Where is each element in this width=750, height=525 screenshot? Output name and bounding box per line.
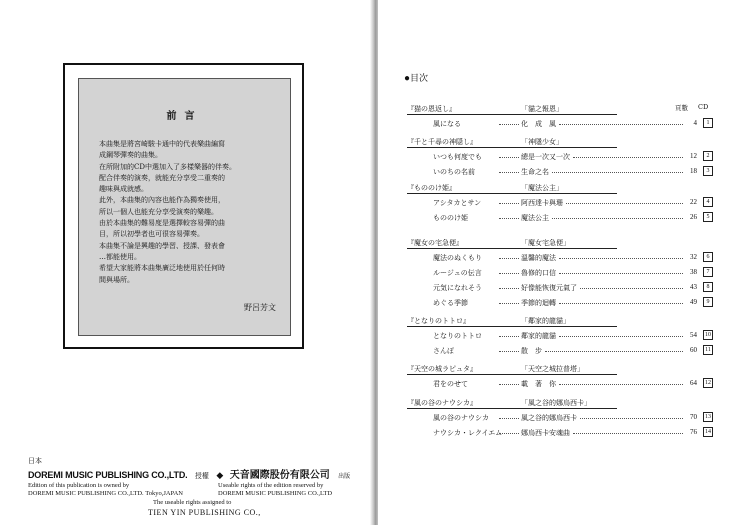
leader-dots	[499, 351, 519, 352]
group-title-jp: 『となりのトトロ』	[407, 317, 470, 325]
entry-title-zh: 魯修的口信	[521, 269, 556, 277]
toc-group	[407, 398, 735, 440]
entry-title-jp: アシタカとサン	[433, 199, 482, 207]
publisher-chuban: 出版	[338, 474, 351, 480]
owned-line-2: DOREMI MUSIC PUBLISHING CO.,LTD. Tokyo,JAPAN	[28, 490, 183, 497]
toc-group	[407, 137, 735, 179]
group-title-zh: 「魔法公主」	[521, 184, 563, 192]
entry-title-zh: 生命之名	[521, 168, 549, 176]
toc-entry	[407, 210, 735, 225]
toc-entry	[407, 376, 735, 391]
entry-title-zh: 鄰家的龍貓	[521, 332, 556, 340]
preface-line: …都能使用。	[99, 252, 141, 261]
cd-track-badge: 2	[703, 151, 713, 161]
preface-frame	[63, 63, 304, 349]
group-rule	[407, 374, 617, 375]
entry-title-zh: 載 著 你	[521, 380, 556, 388]
cd-track-badge: 7	[703, 267, 713, 277]
toc-entry	[407, 280, 735, 295]
toc-group-header	[407, 183, 735, 195]
entry-page: 38	[690, 268, 697, 276]
leader-dots	[559, 124, 683, 125]
leader-dots	[499, 218, 519, 219]
diamond-icon: ◆	[216, 470, 224, 480]
column-head-cd: CD	[698, 103, 709, 111]
leader-dots	[499, 288, 519, 289]
group-rule	[407, 326, 617, 327]
entry-title-jp: 魔法のぬくもり	[433, 254, 482, 262]
cd-track-badge: 8	[703, 282, 713, 292]
cd-track-badge: 5	[703, 212, 713, 222]
cd-track-badge: 10	[705, 332, 711, 338]
leader-dots	[566, 203, 683, 204]
leader-dots	[552, 218, 683, 219]
cd-track-badge: 1	[703, 118, 713, 128]
preface-line: 間與場所。	[99, 275, 134, 284]
preface-line: 在所附加的CD中選加入了多樣樂器的伴奏。	[99, 162, 236, 171]
toc-entry	[407, 328, 735, 343]
toc-entry	[407, 195, 735, 210]
leader-dots	[499, 124, 519, 125]
entry-title-zh: 季節的迴轉	[521, 299, 556, 307]
preface-line: 配合伴奏的演奏，就能充分享受二重奏的	[99, 173, 225, 182]
entry-title-zh: 阿西達卡與珊	[521, 199, 563, 207]
entry-page: 22	[690, 198, 697, 206]
leader-dots	[499, 258, 519, 259]
toc-entry	[407, 250, 735, 265]
toc-entry	[407, 149, 735, 164]
preface-line: 所以一個人也能充分享受演奏的樂趣。	[99, 207, 218, 216]
entry-title-zh: 好像能恢復元氣了	[521, 284, 577, 292]
leader-dots	[499, 418, 519, 419]
leader-dots	[499, 384, 519, 385]
leader-dots	[559, 258, 683, 259]
entry-page: 49	[690, 298, 697, 306]
group-title-zh: 「魔女宅急便」	[521, 239, 570, 247]
group-title-jp: 『千と千尋の神隠し』	[407, 138, 477, 146]
left-page	[0, 0, 372, 525]
leader-dots	[499, 203, 519, 204]
publisher-doremi: DOREMI MUSIC PUBLISHING CO.,LTD.	[28, 470, 188, 480]
toc-entry	[407, 425, 735, 440]
entry-page: 60	[690, 346, 697, 354]
assigned-line: The useable rights assigned to	[153, 499, 232, 506]
entry-page: 32	[690, 253, 697, 261]
entry-title-jp: 元気になれそう	[433, 284, 482, 292]
preface-line: 趣味與成就感。	[99, 185, 148, 194]
right-page	[378, 0, 750, 525]
entry-title-zh: 風之谷的娜烏西卡	[521, 414, 577, 422]
cd-track-badge: 13	[705, 414, 711, 420]
entry-page: 4	[693, 119, 697, 127]
entry-title-jp: 風の谷のナウシカ	[433, 414, 489, 422]
group-title-zh: 「鄰家的龍貓」	[521, 317, 570, 325]
preface-line: 希望大家能將本曲集廣泛地使用於任何時	[99, 264, 225, 273]
leader-dots	[559, 384, 683, 385]
leader-dots	[559, 273, 683, 274]
preface-panel	[78, 78, 291, 336]
leader-dots	[499, 172, 519, 173]
reserved-line-2: DOREMI MUSIC PUBLISHING CO.,LTD	[218, 490, 333, 497]
group-title-zh: 「風之谷的娜烏西卡」	[521, 399, 591, 407]
toc-entry	[407, 164, 735, 179]
preface-signature: 野呂芳文	[244, 303, 276, 312]
group-title-jp: 『天空の城ラピュタ』	[407, 365, 477, 373]
toc-group	[407, 183, 735, 225]
toc-group-header	[407, 137, 735, 149]
entry-page: 64	[690, 379, 697, 387]
leader-dots	[499, 273, 519, 274]
preface-line: 成鋼琴彈奏的曲集。	[99, 151, 162, 160]
entry-title-jp: いのちの名前	[433, 168, 475, 176]
group-rule	[407, 408, 617, 409]
group-title-jp: 『もののけ姫』	[407, 184, 456, 192]
group-title-jp: 『風の谷のナウシカ』	[407, 399, 477, 407]
publisher-authorized: 授權	[194, 473, 209, 480]
entry-title-jp: 風になる	[433, 120, 461, 128]
cd-track-badge: 9	[703, 297, 713, 307]
toc-group	[407, 316, 735, 358]
entry-page: 76	[690, 428, 697, 436]
preface-line: 本曲集不論是興趣的學習、授課、發表會	[99, 241, 225, 250]
owned-line-1: Edition of this publication is owned by	[28, 482, 130, 489]
bullet-icon: ●	[404, 73, 411, 84]
entry-page: 26	[690, 213, 697, 221]
leader-dots	[552, 172, 683, 173]
cd-track-badge: 11	[703, 345, 713, 355]
entry-title-jp: いつも何度でも	[433, 153, 482, 161]
entry-title-zh: 溫馨的魔法	[521, 254, 556, 262]
leader-dots	[499, 433, 519, 434]
cd-track-badge: 4	[703, 197, 713, 207]
entry-title-jp: となりのトトロ	[433, 332, 482, 340]
entry-title-jp: めぐる季節	[433, 299, 468, 307]
leader-dots	[499, 303, 519, 304]
entry-title-zh: 總是一次又一次	[521, 153, 570, 161]
column-head-page: 頁數	[675, 104, 688, 112]
cd-track-badge: 6	[703, 252, 713, 262]
entry-title-zh: 散 步	[521, 347, 542, 355]
entry-title-jp: ナウシカ・レクイエム	[433, 429, 503, 437]
preface-body	[99, 139, 285, 286]
cd-track-badge: 14	[705, 429, 711, 435]
preface-line: 目，所以初學者也可很容易彈奏。	[99, 230, 204, 239]
preface-line: 本曲集是將宮崎駿卡通中的代表樂曲編寫	[99, 140, 225, 148]
entry-page: 43	[690, 283, 697, 291]
reserved-line-1: Useable rights of the edition reserved by	[218, 482, 324, 489]
toc-group	[407, 364, 735, 391]
leader-dots	[499, 336, 519, 337]
toc-entry	[407, 343, 735, 358]
publisher-tienyin: 天音國際股份有限公司	[229, 470, 330, 481]
entry-page: 18	[690, 167, 697, 175]
toc-entry	[407, 116, 735, 131]
leader-dots	[545, 351, 683, 352]
leader-dots	[499, 157, 519, 158]
preface-title: 前言	[166, 111, 203, 122]
group-title-zh: 「神隱少女」	[521, 138, 563, 146]
toc-entry	[407, 410, 735, 425]
toc-heading-text: 目次	[410, 73, 429, 83]
entry-title-zh: 魔法公主	[521, 214, 549, 222]
entry-title-zh: 化 成 風	[521, 120, 556, 128]
toc-group-header	[407, 398, 735, 410]
toc-group-header	[407, 238, 735, 250]
entry-page: 70	[690, 413, 697, 421]
group-rule	[407, 193, 617, 194]
publisher-block	[28, 456, 368, 517]
publisher-line	[28, 465, 350, 483]
group-rule	[407, 248, 617, 249]
toc-entry	[407, 295, 735, 310]
publisher-country: 日本	[28, 458, 42, 465]
entry-page: 54	[690, 331, 697, 339]
toc-group-header	[407, 316, 735, 328]
entry-title-jp: さんぽ	[433, 347, 454, 355]
entry-title-jp: 君をのせて	[433, 380, 468, 388]
toc-heading	[404, 71, 428, 84]
entry-title-jp: もののけ姫	[433, 214, 468, 222]
leader-dots	[559, 336, 683, 337]
toc-group	[407, 238, 735, 310]
toc-group-header	[407, 364, 735, 376]
group-rule	[407, 114, 617, 115]
entry-page: 12	[690, 152, 697, 160]
publisher-tienyin-en: TIEN YIN PUBLISHING CO.,	[148, 508, 261, 517]
cd-track-badge: 12	[705, 380, 711, 386]
toc-group-header	[407, 104, 735, 116]
group-title-zh: 「天空之城拉普塔」	[521, 365, 584, 373]
cd-track-badge: 3	[703, 166, 713, 176]
group-title-jp: 『魔女の宅急便』	[407, 239, 463, 247]
preface-line: 此外，本曲集的內容也能作為獨奏使用，	[99, 196, 225, 205]
group-title-zh: 「貓之報恩」	[521, 105, 563, 113]
group-title-jp: 『猫の恩返し』	[407, 105, 456, 113]
toc-group	[407, 104, 735, 131]
group-rule	[407, 147, 617, 148]
leader-dots	[559, 303, 683, 304]
toc-entry	[407, 265, 735, 280]
entry-title-jp: ルージュの伝言	[433, 269, 482, 277]
entry-title-zh: 娜烏西卡安魂曲	[521, 429, 570, 437]
preface-line: 由於本曲集的難易度是選擇較容易彈的曲	[99, 219, 225, 228]
